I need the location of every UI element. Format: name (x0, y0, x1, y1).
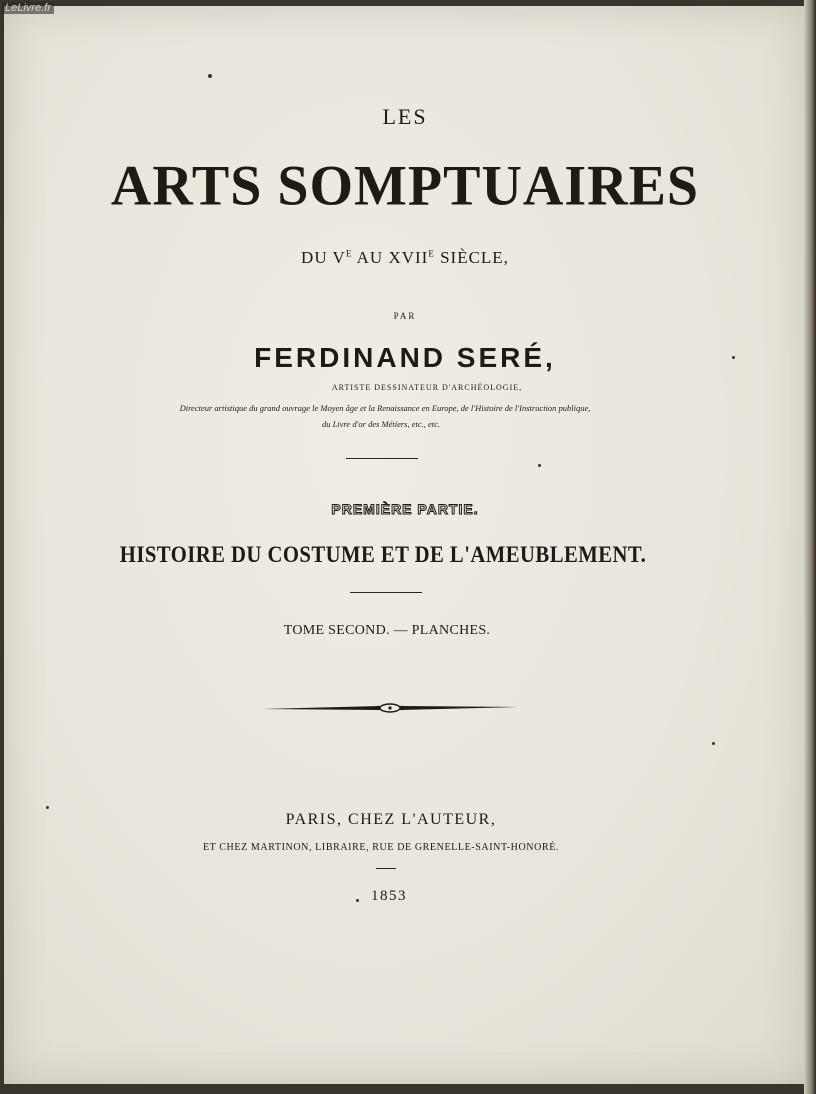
page-edge-shadow (804, 0, 816, 1094)
century-prefix: DU V (301, 248, 346, 267)
publication-year: 1853 (371, 888, 407, 904)
short-dash (376, 868, 396, 869)
foxing-spot (46, 806, 49, 809)
foxing-spot (356, 899, 359, 902)
publisher-address: ET CHEZ MARTINON, LIBRAIRE, RUE DE GRENELLE-SAINT-HONORÉ. (202, 842, 560, 853)
foxing-spot (732, 356, 735, 359)
volume-label: TOME SECOND. — PLANCHES. (283, 623, 491, 638)
author-title: ARTISTE DESSINATEUR D'ARCHÉOLOGIE, (331, 383, 523, 392)
by-label: PAR (393, 311, 417, 321)
publisher-city: PARIS, CHEZ L'AUTEUR, (285, 811, 497, 828)
divider-rule (346, 458, 418, 459)
foxing-spot (712, 742, 715, 745)
book-title: ARTS SOMPTUAIRES (110, 154, 700, 218)
century-sup-1: E (345, 248, 353, 259)
century-line (4, 248, 806, 268)
watermark: LeLivre.fr (2, 2, 54, 14)
author-credits-line: Directeur artistique du grand ouvrage le Moyen âge et la Renaissance en Europe, de l'Histoire de l'Instruction publique, (179, 403, 591, 413)
ornamental-rule-icon (260, 696, 520, 720)
divider-rule-2 (350, 592, 422, 593)
century-mid: AU XVII (352, 248, 429, 267)
author-name: FERDINAND SERÉ, (254, 342, 556, 373)
title-les: LES (382, 104, 428, 129)
century-suffix: SIÈCLE, (434, 248, 509, 267)
part-label: PREMIÈRE PARTIE. (331, 501, 479, 517)
author-credits-line-2: du Livre d'or des Métiers, etc., etc. (321, 419, 441, 429)
century-sup-2: E (428, 248, 435, 259)
part-title: HISTOIRE DU COSTUME ET DE L'AMEUBLEMENT. (119, 542, 647, 567)
foxing-spot (538, 464, 541, 467)
title-page (4, 6, 806, 1084)
foxing-spot (208, 74, 212, 78)
